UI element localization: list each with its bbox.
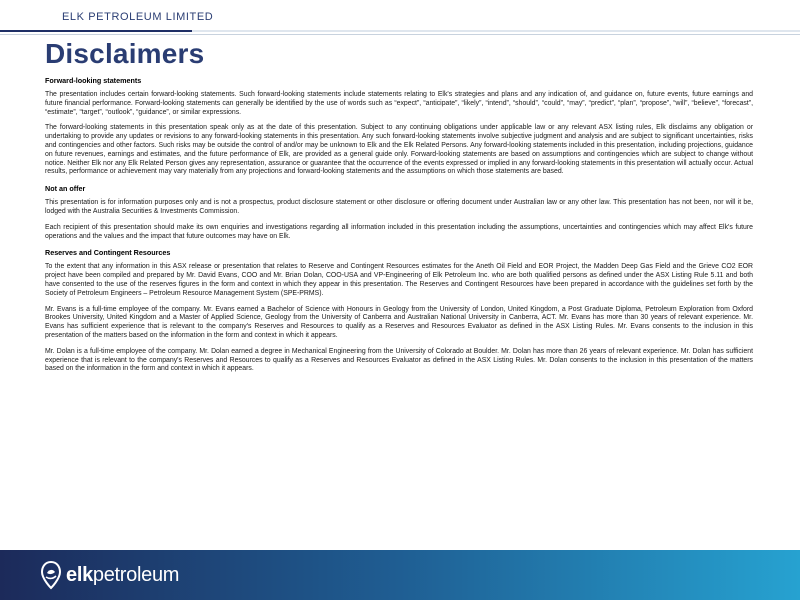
- paragraph: To the extent that any information in this ASX release or presentation that relates to Reserve and Contingent Resources estimates for the Aneth Oil Field and EOR Project, the Madden Deep Gas Field and the Grieve CO2 EOR project have been compiled and prepared by Mr. David Evans, COO and Mr. Brian Dolan, COO-USA and VP-Engineering of Elk Petroleum Inc. who are both qualified persons as defined under the ASX Listing Rule 5.11 and both have consented to the use of the reserves figures in the form and context in which they appear in this presentation. The Reserves and Contingent Resources have been prepared in accordance with the guidelines set forth by the Society of Petroleum Engineers – Petroleum Resource Management System (SPE-PRMS).: [45, 263, 753, 297]
- header: [0, 0, 800, 35]
- section-reserves: [45, 248, 753, 374]
- section-forward-looking: [45, 76, 753, 177]
- paragraph: The forward-looking statements in this presentation speak only as at the date of this presentation. Subject to any continuing obligations under applicable law or any relevant ASX listing rules, Elk disclaims any obligation or undertaking to provide any updates or revisions to any forward-looking statements in this presentation. Any such forward-looking statements involve subjective judgment and analysis and are subject to significant uncertainties, risks and contingencies and other factors. Such risks may be outside the control of and/or may be unknown to Elk and the Elk Related Persons. Any forward-looking statements included in this presentation, including projections, guidance on future revenues, earnings and estimates, and the future performance of Elk, are provided as a general guide only. Forward-looking statements are based on assumptions and contingencies which are subject to change without notice. Neither Elk nor any Elk Related Person gives any representation, assurance or guarantee that the occurrence of the events expressed or implied in any forward-looking statements in this presentation will actually occur. Actual results, performance or achievement may vary materially from any projections and forward-looking statements and the assumptions on which those statements are based.: [45, 124, 753, 176]
- section-heading: Reserves and Contingent Resources: [45, 248, 171, 258]
- section-not-an-offer: [45, 184, 753, 241]
- disclaimer-body: [45, 76, 753, 381]
- logo-wordmark: [66, 564, 179, 587]
- logo-wordmark-bold: elk: [66, 563, 93, 586]
- paragraph: Mr. Evans is a full-time employee of the company. Mr. Evans earned a Bachelor of Science with Honours in Geology from the University of London, United Kingdom, a Post Graduate Diploma, Petroleum Exploration from Oxford Brookes University, United Kingdom and a Master of Applied Science, Geology from the University of Canberra and Australian National University in Canberra, ACT. Mr. Evans has more than 30 years of relevant experience. Mr. Evans has sufficient experience that is relevant to the company's Reserves and Resources to qualify as a Reserves and Resources Evaluator as defined in the ASX Listing Rules. Mr. Evans consents to the inclusion in this presentation of the matters based on the information in the form and context in which it appears.: [45, 305, 753, 339]
- footer-bar: [0, 550, 800, 600]
- logo-wordmark-light: petroleum: [92, 563, 180, 586]
- header-divider: [0, 30, 800, 32]
- company-name: ELK PETROLEUM LIMITED: [62, 11, 214, 23]
- section-heading: Not an offer: [45, 184, 86, 194]
- section-heading: Forward-looking statements: [45, 76, 142, 85]
- elk-petroleum-logo-icon: [40, 560, 62, 590]
- paragraph: The presentation includes certain forward-looking statements. Such forward-looking statements include statements relating to Elk's strategies and plans and any indication of, and guidance on, future events, future earnings and future financial performance. Forward-looking statements can generally be identified by the use of words such as “expect”, “anticipate”, “likely”, “intend”, “should”, “could”, “may”, “predict”, “plan”, “propose”, “will”, “believe”, “forecast”, “estimate”, “target”, “outlook”, “guidance”, or similar expressions.: [45, 91, 753, 116]
- page-title: Disclaimers: [45, 38, 205, 69]
- paragraph: Mr. Dolan is a full-time employee of the company. Mr. Dolan earned a degree in Mechanical Engineering from the University of Colorado at Boulder. Mr. Dolan has more than 26 years of relevant experience. Mr. Dolan has sufficient experience that is relevant to the company's Reserves and Resources to qualify as a Reserves and Resources Evaluator as defined in the ASX Listing Rules. Mr. Dolan consents to the inclusion in this presentation of the matters based on the information in the form and context in which it appears.: [45, 347, 753, 373]
- paragraph: Each recipient of this presentation should make its own enquiries and investigations regarding all information included in this presentation including the assumptions, uncertainties and contingencies which may affect Elk's future operations and the values and the impact that future outcomes may have on Elk.: [45, 223, 753, 240]
- paragraph: This presentation is for information purposes only and is not a prospectus, product disclosure statement or other disclosure or offering document under Australian law or any other law. This presentation has not been, nor will it be, lodged with the Australia Securities & Investments Commission.: [45, 199, 753, 215]
- company-logo: [40, 560, 179, 590]
